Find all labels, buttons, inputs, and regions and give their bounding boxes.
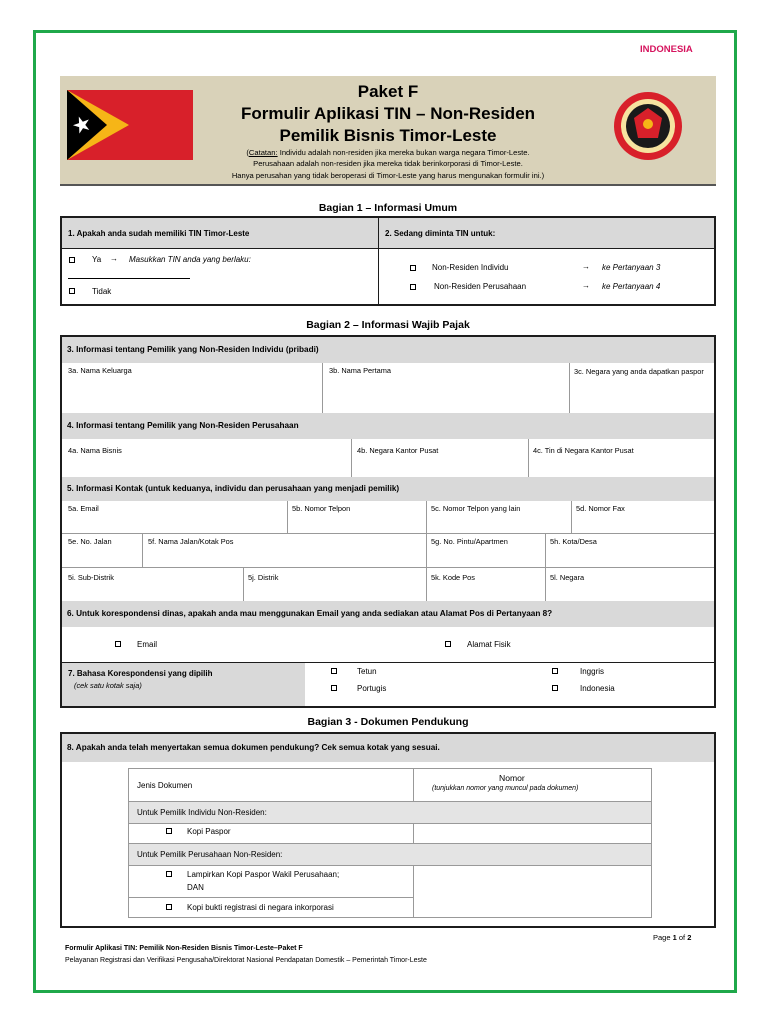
field-3b-label: 3b. Nama Pertama [329,366,392,375]
field-4c-label: 4c. Tin di Negara Kantor Pusat [533,446,634,455]
q7-portugis-checkbox[interactable] [331,685,337,691]
field-5l-label: 5l. Negara [550,573,585,582]
form-title: Formulir Aplikasi TIN – Non-Residen [240,104,536,123]
section-1-box [60,216,716,306]
q7-indonesia-checkbox[interactable] [552,685,558,691]
q6-alamat-label: Alamat Fisik [467,640,511,649]
field-5b-label: 5b. Nomor Telpon [292,504,351,513]
group-perusahaan-label: Untuk Pemilik Perusahaan Non-Residen: [137,850,283,859]
q4-header: 4. Informasi tentang Pemilik yang Non-Residen Perusahaan [62,413,714,439]
form-subtitle: Pemilik Bisnis Timor-Leste [279,126,497,145]
form-header [60,76,716,186]
field-5j-label: 5j. Distrik [248,573,279,582]
field-5g-label: 5g. No. Pintu/Apartmen [431,537,508,546]
section-3-title: Bagian 3 - Dokumen Pendukung [307,716,469,728]
col-jenis-dokumen: Jenis Dokumen [137,781,193,790]
q2-individu-goto: ke Pertanyaan 3 [602,263,661,272]
arrow-right-icon: → [110,254,118,263]
field-5e-label: 5e. No. Jalan [68,537,112,546]
q7-tetun-checkbox[interactable] [331,668,337,674]
footer-agency: Pelayanan Registrasi dan Verifikasi Pengusaha/Direktorat Nasional Pendapatan Domestik – Pemerintah Timor-Leste [65,957,427,964]
q1-tidak-checkbox[interactable] [69,288,75,294]
country-label: INDONESIA [640,44,693,55]
section-2-title: Bagian 2 – Informasi Wajib Pajak [306,319,470,331]
q2-individu-label: Non-Residen Individu [432,263,509,272]
q2-perusahaan-checkbox[interactable] [410,284,416,290]
q7-inggris-label: Inggris [580,667,605,676]
doc-kopi-paspor-label: Kopi Paspor [187,827,231,836]
q6-email-label: Email [137,640,158,649]
field-5i-label: 5i. Sub-Distrik [68,573,114,582]
doc-kopi-wakil-dan: DAN [187,883,204,892]
page-number: Page 1 of 2 [653,933,692,942]
field-5c-label: 5c. Nomor Telpon yang lain [431,504,521,513]
field-5a-label: 5a. Email [68,504,99,513]
doc-registrasi-checkbox[interactable] [166,904,172,910]
field-3a-label: 3a. Nama Keluarga [68,366,132,375]
header-note-3: Hanya perusahan yang tidak beroperasi di Timor-Leste yang harus mengunakan formulir ini.) [231,171,545,180]
q2-individu-checkbox[interactable] [410,265,416,271]
q6-header: 6. Untuk korespondensi dinas, apakah anda mau menggunakan Email yang anda sediakan atau Alamat Pos di Pertanyaan 8? [62,601,714,627]
documents-table [128,768,652,918]
q6-alamat-checkbox[interactable] [445,641,451,647]
doc-registrasi-label: Kopi bukti registrasi di negara inkorporasi [187,903,334,912]
q1-label: 1. Apakah anda sudah memiliki TIN Timor-Leste [68,229,250,238]
q7-indonesia-label: Indonesia [580,684,615,693]
q7-tetun-label: Tetun [357,667,377,676]
q8-header: 8. Apakah anda telah menyertakan semua dokumen pendukung? Cek semua kotak yang sesuai. [62,734,714,762]
section-1-title: Bagian 1 – Informasi Umum [318,202,458,214]
q2-perusahaan-label: Non-Residen Perusahaan [434,282,527,291]
section-3-box [60,732,716,928]
doc-kopi-paspor-checkbox[interactable] [166,828,172,834]
q5-header: 5. Informasi Kontak (untuk keduanya, individu dan perusahaan yang menjadi pemilik) [62,477,714,501]
doc-kopi-wakil-label: Lampirkan Kopi Paspor Wakil Perusahaan; [187,870,340,879]
arrow-right-icon: → [582,262,590,271]
q6-email-checkbox[interactable] [115,641,121,647]
q7-portugis-label: Portugis [357,684,387,693]
col-nomor-hint: (tunjukkan nomor yang muncul pada dokumen) [432,785,579,792]
star-icon: ★ [68,109,96,140]
field-5k-label: 5k. Kode Pos [431,573,475,582]
field-5h-label: 5h. Kota/Desa [550,537,597,546]
arrow-right-icon: → [582,281,590,290]
q7-label: 7. Bahasa Korespondensi yang dipilih [68,669,213,678]
doc-kopi-wakil-checkbox[interactable] [166,871,172,877]
q1-ya-checkbox[interactable] [69,257,75,263]
q1-ya-label: Ya [92,255,102,264]
q1-tin-input[interactable] [68,278,190,279]
field-4b-label: 4b. Negara Kantor Pusat [357,446,439,455]
header-note-2: Perusahaan adalah non-residen jika mereka tidak berinkorporasi di Timor-Leste. [253,159,523,168]
group-individu-label: Untuk Pemilik Individu Non-Residen: [137,808,267,817]
q1-tidak-label: Tidak [92,287,112,296]
field-5f-label: 5f. Nama Jalan/Kotak Pos [148,537,234,546]
form-title-package: Paket F [357,82,419,101]
q2-label: 2. Sedang diminta TIN untuk: [385,229,496,238]
col-nomor: Nomor [499,773,525,783]
q1-tin-hint: Masukkan TIN anda yang berlaku: [129,255,251,264]
field-5d-label: 5d. Nomor Fax [576,504,625,513]
header-note-1: (Catatan: Individu adalah non-residen jika mereka bukan warga negara Timor-Leste. [246,148,530,157]
q3-header: 3. Informasi tentang Pemilik yang Non-Residen Individu (pribadi) [62,337,714,363]
field-3c-label: 3c. Negara yang anda dapatkan paspor [574,367,704,376]
section-2-box [60,335,716,708]
national-seal-icon [612,90,684,162]
q7-hint: (cek satu kotak saja) [74,681,142,690]
q7-inggris-checkbox[interactable] [552,668,558,674]
field-4a-label: 4a. Nama Bisnis [68,446,122,455]
footer-form-name: Formulir Aplikasi TIN: Pemilik Non-Residen Bisnis Timor-Leste–Paket F [65,945,303,952]
q2-perusahaan-goto: ke Pertanyaan 4 [602,282,661,291]
